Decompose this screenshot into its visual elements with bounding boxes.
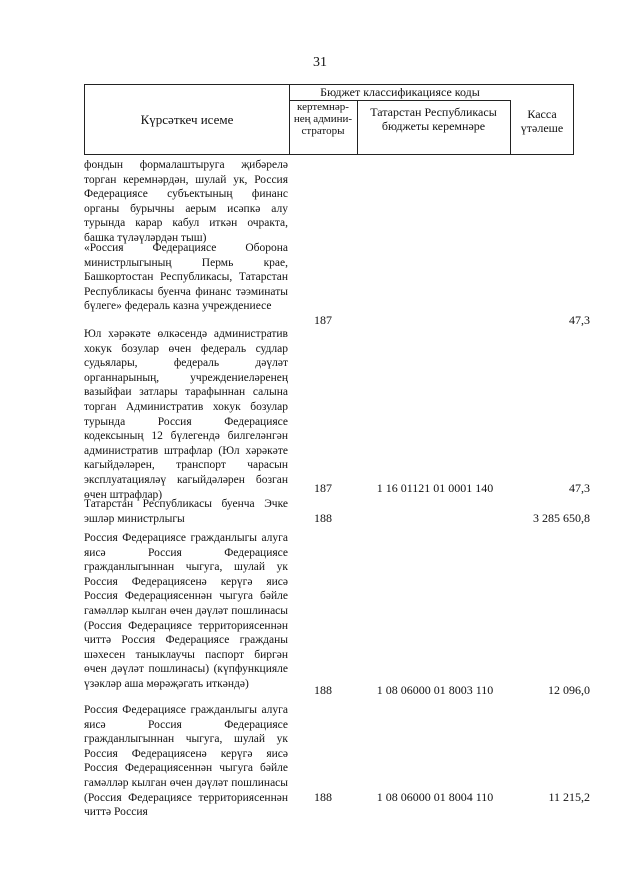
row-1-value: 47,3 <box>569 313 590 327</box>
row-3-name: Татарстан Республикасы буенча Эчке эшләр министрлыгы <box>84 498 288 525</box>
row-3-admin: 188 <box>314 511 332 525</box>
header-kassa-col: Касса үтәлеше <box>520 107 564 135</box>
page-number: 31 <box>313 55 327 70</box>
row-1-admin: 187 <box>314 313 332 327</box>
row-2-name: Юл хәрәкәте өлкәсендә административ хокук бозулар өчен федераль судлар судьялары, федераль дәүләт органнарының, учреждениеләренең вазыйфаи затлары тарафыннан салына торган Административ хокук бозулар турында Россия Федерациясе кодексының 12 бүлегендә билгеләнгән административ штрафлар (Юл хәрәкәте кагыйдәләрен, транспорт чарасын эксплуатацияләү кагыйдәләрен бозган өчен штрафлар) <box>84 328 288 501</box>
row-5-admin: 188 <box>314 790 332 804</box>
row-4-name: Россия Федерациясе гражданлыгы алуга яисә Россия Федерациясе гражданлыгыннан чыгуга, шулай ук Россия Федерациясенә керүгә яисә Россия Федерациясеннән чыгуга бәйле гамәлләр кылган өчен дәүләт пошлинасы (Россия Федерациясе территориясеннән читтә Россия Федерациясе гражданы шәхесен таныклаучы паспорт биргән өчен дәүләт пошлинасы) (күпфункцияле үзәкләр аша мөрәҗәгать иткәндә) <box>84 532 288 690</box>
row-5-name: Россия Федерациясе гражданлыгы алуга яисә Россия Федерациясе гражданлыгыннан чыгуга, шулай ук Россия Федерациясенә керүгә яисә Россия Федерациясеннән чыгуга бәйле гамәлләр кылган өчен дәүләт пошлинасы (Россия Федерациясе территориясеннән читтә Россия <box>84 704 288 819</box>
row-0-name: фондын формалаштыруга җибәрелә торган керемнәрдән, шулай ук, Россия Федерациясе субъектының финанс органы бурычны аерым исәпкә алу турында карар кабул иткән очракта, башка түләүләрдән тыш) <box>84 159 288 244</box>
row-4-code: 1 08 06000 01 8003 110 <box>376 683 494 697</box>
row-3-value: 3 285 650,8 <box>533 511 590 525</box>
header-name-col: Күрсәткеч исеме <box>85 85 290 154</box>
header-admin-col: кертемнәр-нең админи-страторы <box>289 101 358 154</box>
table-header <box>84 84 574 155</box>
row-2-admin: 187 <box>314 481 332 495</box>
row-2-code: 1 16 01121 01 0001 140 <box>376 481 494 495</box>
header-budget-class: Бюджет классификациясе коды <box>289 85 511 101</box>
row-5-code: 1 08 06000 01 8004 110 <box>376 790 494 804</box>
row-4-admin: 188 <box>314 683 332 697</box>
row-1-name: «Россия Федерациясе Оборона министрлыгының Пермь крае, Башкортостан Республикасы, Татарстан Республикасы буенча финанс тәэминаты бүлеге» федераль казна учреждениесе <box>84 242 288 313</box>
row-5-value: 11 215,2 <box>548 790 590 804</box>
header-revenue-col: Татарстан Республикасы бюджеты керемнәре <box>357 101 511 154</box>
row-2-value: 47,3 <box>569 481 590 495</box>
row-4-value: 12 096,0 <box>548 683 590 697</box>
